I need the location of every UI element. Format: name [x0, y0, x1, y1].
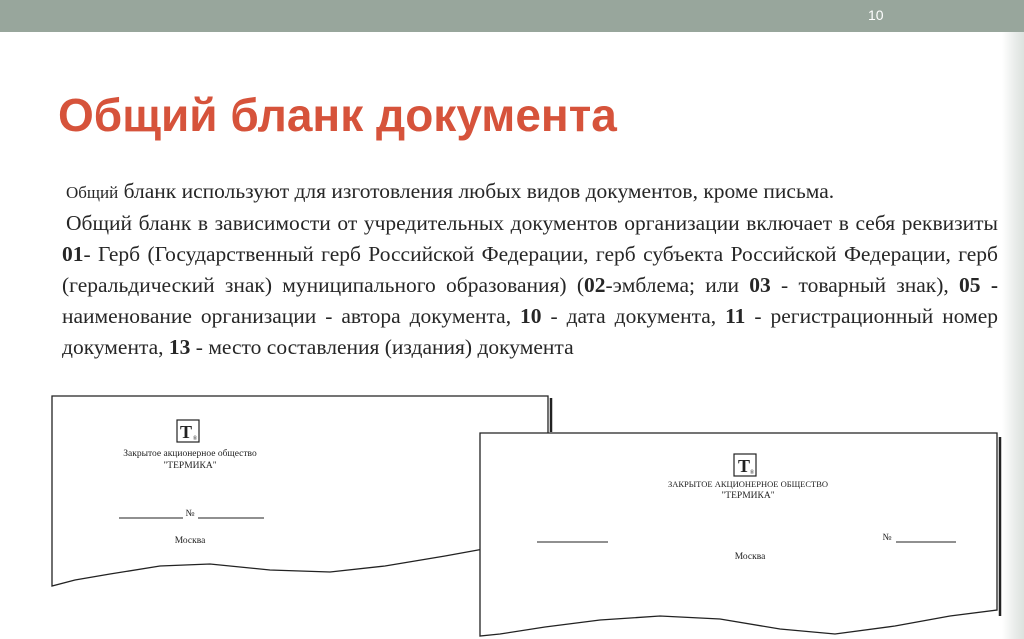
termika-logo-icon: [177, 420, 199, 442]
org-type: Закрытое акционерное общество: [123, 449, 257, 459]
number-label: №: [185, 509, 195, 519]
place-of-issue: Москва: [174, 536, 206, 546]
svg-text:T: T: [179, 422, 193, 442]
requisite-code: 10: [520, 304, 542, 328]
form-right: [480, 433, 1000, 636]
form-left: [52, 396, 551, 586]
org-name: "ТЕРМИКА": [163, 461, 217, 471]
paragraph-2: Общий бланк в зависимости от учредительных документов организации включает в себя реквизиты 01- Герб (Государственный герб Российской Федерации, герб субъекта Российской Федерации, герб (геральдический знак) муниципального образования) (02-эмблема; или 03 - товарный знак), 05 - наименование организации - автора документа, 10 - дата документа, 11 - регистрационный номер документа, 13 - место составления (издания) документа: [62, 211, 998, 359]
requisite-code: 05 -: [959, 273, 998, 297]
org-type: ЗАКРЫТОЕ АКЦИОНЕРНОЕ ОБЩЕСТВО: [667, 479, 829, 489]
place-of-issue: Москва: [734, 552, 766, 562]
termika-logo-icon: [734, 454, 756, 476]
number-label: №: [882, 533, 892, 543]
org-name: "ТЕРМИКА": [721, 491, 775, 501]
svg-text:®: ®: [192, 436, 198, 442]
slide-title: Общий бланк документа: [58, 89, 617, 141]
requisite-code: 01: [62, 242, 84, 266]
svg-text:®: ®: [749, 470, 755, 476]
paragraph-1: Общий бланк используют для изготовления любых видов документов, кроме письма.: [66, 179, 835, 203]
slide-number: 10: [868, 7, 884, 23]
svg-text:T: T: [737, 456, 751, 476]
requisite-code: 02: [584, 273, 606, 297]
requisite-code: 13: [168, 335, 191, 359]
requisite-code: 11: [725, 304, 746, 328]
requisite-code: 03: [749, 273, 771, 297]
